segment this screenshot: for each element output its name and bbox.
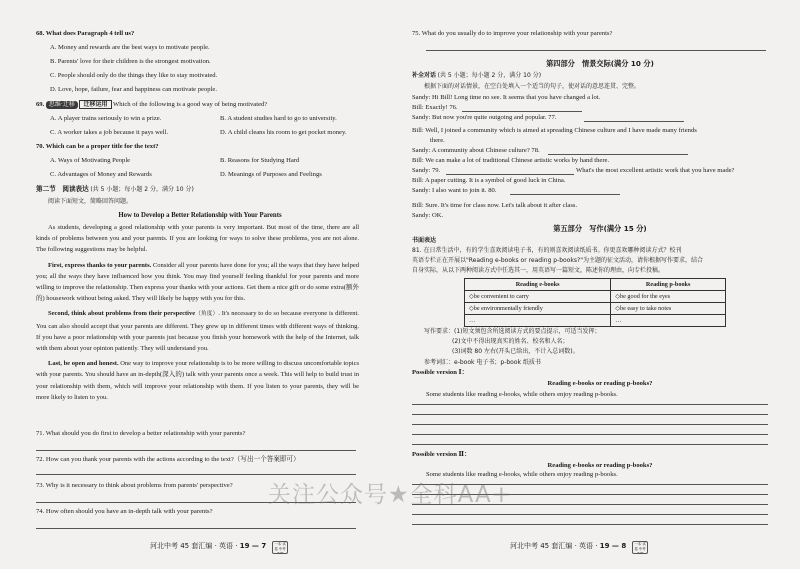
- writing-line[interactable]: [412, 524, 768, 525]
- q75-stem: 75. What do you usually do to improve your relationship with your parents?: [412, 30, 613, 37]
- requirements-label-line: 写作要求：(1)短文须包含所选阅读方式的要点提示，可适当发挥；: [424, 328, 601, 335]
- q72-stem: 72. How can you thank your parents with the actions according to the text?（写出一个答案即可）: [36, 456, 300, 463]
- watermark: 关注公众号★全科AA+: [268, 482, 512, 508]
- right-footer-seal: 一本·试卷 中考真题: [632, 541, 648, 554]
- q70-option-c: C. Advantages of Money and Rewards: [50, 171, 152, 178]
- right-footer: 河北中考 45 套汇编 · 英语 · 19 — 8: [510, 542, 627, 550]
- section2-heading-line: [36, 185, 194, 194]
- q70-option-d: D. Meanings of Purposes and Feelings: [220, 171, 322, 178]
- q74-answer-line[interactable]: [36, 528, 356, 529]
- q70-option-b: B. Reasons for Studying Hard: [220, 157, 300, 164]
- dialogue-line-3: Sandy: But now you're quite outgoing and popular. 77.: [412, 114, 557, 121]
- q70-option-a: A. Ways of Motivating People: [50, 157, 131, 164]
- table-row: ◇be environmentally friendly ◇be easy to take notes: [465, 303, 726, 315]
- q69-option-b: B. A student studies hard to go to university.: [220, 115, 337, 122]
- q68-option-a: A. Money and rewards are the best ways to motivate people.: [50, 44, 210, 51]
- requirement-2: (2)文中不得出现真实的姓名、校名和人名；: [452, 338, 569, 345]
- blank-79[interactable]: [446, 174, 574, 175]
- q69-badge-transfer: 迁移运用: [79, 100, 111, 109]
- table-row: … …: [465, 315, 726, 327]
- blank-78[interactable]: [548, 154, 688, 155]
- version2-title: Reading e-books or reading p-books?: [547, 462, 653, 469]
- dialogue-line-6: Bill: We can make a lot of traditional Chinese artistic works by hand there.: [412, 157, 610, 164]
- q70-stem: 70. Which can be a proper title for the text?: [36, 143, 159, 150]
- q69-option-d: D. A child cleans his room to get pocket money.: [220, 129, 347, 136]
- left-footer: 河北中考 45 套汇编 · 英语 · 19 — 7: [150, 542, 267, 550]
- left-page-number: 19 — 7: [239, 542, 267, 550]
- article-paragraph-3: Second, think about problems from their perspective（角度）. It's necessary to do so because everyone is different. You can also should accept that your parents are different. They grew up in different times with different ways of thinking. If you have a poor relationship with your parents just because you finish your homework with the help of the Internet, talk with them about your opinion patiently. They will understand you.: [36, 310, 359, 353]
- section2-heading: 第二节 阅读表达: [36, 185, 89, 193]
- dialogue-line-7b: What's the most excellent artistic work that you have made?: [576, 167, 735, 174]
- q69-stem: Which of the following is a good way of being motivated?: [113, 101, 268, 108]
- version2-opening: Some students like reading e-books, while others enjoy reading p-books.: [426, 471, 618, 478]
- dialogue-line-8: Bill: A paper cutting. It is a symbol of good luck in China.: [412, 177, 566, 184]
- part5-prompt-3: 自身实际，从以下两种阅读方式中任选其一，用英语写一篇短文，陈述你的理由，向专栏投稿。: [412, 267, 665, 274]
- dialogue-line-11: Sandy: OK.: [412, 212, 444, 219]
- version1-title: Reading e-books or reading p-books?: [547, 380, 653, 387]
- part5-sub: 书面表达: [412, 237, 437, 244]
- dialogue-line-2: Bill: Exactly! 76.: [412, 104, 458, 111]
- dialogue-line-10: Bill: Sure. It's time for class now. Let's talk about it after class.: [412, 202, 578, 209]
- section2-instruction: 阅读下面短文，简略回答问题。: [48, 198, 133, 205]
- dialogue-line-1: Sandy: Hi Bill! Long time no see. It seems that you have changed a lot.: [412, 94, 601, 101]
- reading-comparison-table: [464, 278, 726, 327]
- dialogue-line-5: Sandy: A community about Chinese culture? 78.: [412, 147, 540, 154]
- writing-line[interactable]: [412, 514, 768, 515]
- dialogue-line-4: Bill: Well, I joined a community which is aimed at spreading Chinese culture and I have made many friends: [412, 127, 697, 134]
- writing-line[interactable]: [412, 404, 768, 405]
- writing-line[interactable]: [412, 424, 768, 425]
- reference-words: 参考词汇：e-book 电子书；p-book 纸质书: [424, 359, 541, 366]
- q72-answer-line[interactable]: [36, 474, 356, 475]
- right-page-number: 19 — 8: [599, 542, 627, 550]
- article-paragraph-4: Last, be open and honest. One way to improve your relationship is to be more willing to discuss uncomfortable topics with your parents. You should have an in-depth(深入的) talk with your parents once a week. This will help to build trust in your relationship with them, which will improve your relationship with them. If you listen to your parents, they will be more likely to listen to you.: [36, 360, 359, 401]
- q69-option-a: A. A player trains seriously to win a prize.: [50, 115, 162, 122]
- q75-answer-line[interactable]: [426, 50, 766, 51]
- blank-77[interactable]: [584, 121, 684, 122]
- q69-number: 69.: [36, 101, 45, 108]
- version1-label: Possible version Ⅰ：: [412, 369, 469, 376]
- version2-label: Possible version Ⅱ：: [412, 451, 471, 458]
- article-title: How to Develop a Better Relationship with Your Parents: [118, 212, 282, 219]
- writing-line[interactable]: [412, 434, 768, 435]
- q69-option-c: C. A worker takes a job because it pays well.: [50, 129, 169, 136]
- blank-80[interactable]: [510, 194, 620, 195]
- requirement-3: (3)词数 80 左右(开头已给出，不计入总词数)。: [452, 348, 579, 355]
- dialogue-line-9: Sandy: I also want to join it. 80.: [412, 187, 497, 194]
- dialogue-line-4b: there.: [430, 137, 445, 144]
- part4-instruction: 根据下面的对话情景，在空白处填入一个适当的句子，使对话的意思连贯、完整。: [424, 83, 641, 90]
- q68-option-c: C. People should only do the things they like to stay motivated.: [50, 72, 218, 79]
- q71-stem: 71. What should you do first to develop a better relationship with your parents?: [36, 430, 246, 437]
- table-header-ebooks: Reading e-books: [465, 279, 611, 291]
- q68-stem: 68. What does Paragraph 4 tell us?: [36, 30, 135, 37]
- blank-76[interactable]: [462, 111, 582, 112]
- q74-stem: 74. How often should you have an in-depth talk with your parents?: [36, 508, 213, 515]
- article-paragraph-1: As students, developing a good relationship with your parents is very important. But most of the time, there are all kinds of problems between you and your parents. If you are looking for ways to solve these problems, you are not alone. The following suggestions may be helpful.: [36, 224, 359, 254]
- part5-prompt-1: 81. 在日常生活中，有的学生喜欢阅读电子书，有的则喜欢阅读纸质书。你更喜欢哪种阅读方式？校刊: [412, 247, 682, 254]
- q68-option-d: D. Love, hope, failure, fear and happiness can motivate people.: [50, 86, 217, 93]
- dialogue-line-7: Sandy: 79.: [412, 167, 441, 174]
- left-footer-seal: 一本·试卷 中考真题: [272, 541, 288, 554]
- version1-opening: Some students like reading e-books, while others enjoy reading p-books.: [426, 391, 618, 398]
- article-body: [36, 222, 359, 403]
- section2-note: (共 5 小题；每小题 2 分，满分 10 分): [90, 186, 194, 193]
- article-paragraph-2: First, express thanks to your parents. Consider all your parents have done for you; all the ways that they have helped you; all the ways they have influenced how you think. You may find yourself feeling thankful for your parents and more willing to improve the relationship. Then express your thanks with your actions. Get them a nice gift or do some extra(额外的) housework without being asked. They will likely be happy with you for this.: [36, 261, 359, 303]
- table-row: ◇be convenient to carry ◇be good for the eyes: [465, 291, 726, 303]
- q69-badge-thinking: 思维·迁移: [46, 101, 78, 109]
- writing-line[interactable]: [412, 444, 768, 445]
- writing-line[interactable]: [412, 414, 768, 415]
- q71-answer-line[interactable]: [36, 450, 356, 451]
- part4-sub-line: 补全对话 (共 5 小题；每小题 2 分，满分 10 分): [412, 72, 542, 79]
- part5-heading: 第五部分 写作(满分 15 分): [553, 224, 647, 233]
- part4-heading: 第四部分 情景交际(满分 10 分): [546, 59, 654, 68]
- table-header-pbooks: Reading p-books: [611, 279, 726, 291]
- part5-prompt-2: 英语专栏正在开展以"Reading e-books or reading p-books?"为主题的征文活动，请你根据写作要求，结合: [412, 257, 703, 264]
- q68-option-b: B. Parents' love for their children is the strongest motivation.: [50, 58, 211, 65]
- q73-stem: 73. Why is it necessary to think about problems from parents' perspective?: [36, 482, 233, 489]
- q69-stem-line: [36, 100, 267, 109]
